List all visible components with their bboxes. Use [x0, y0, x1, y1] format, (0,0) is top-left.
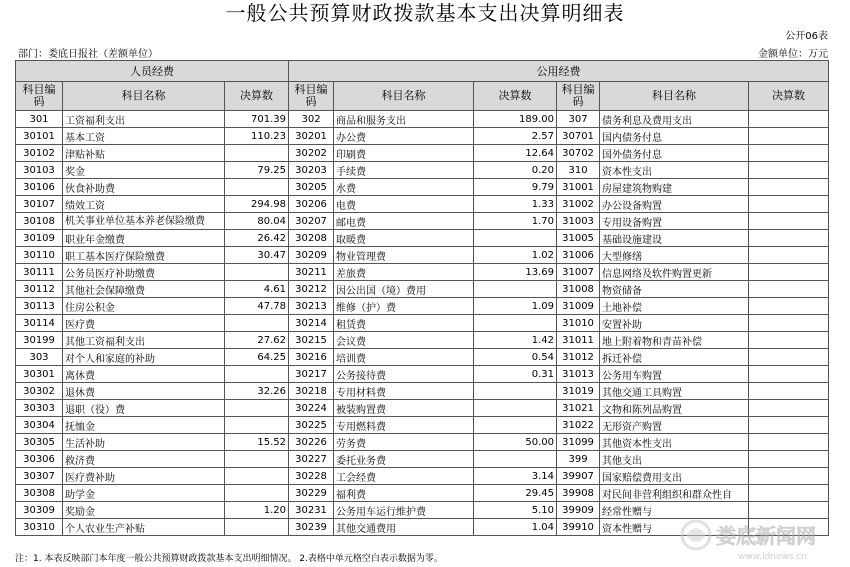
personnel-amount-cell [225, 315, 289, 332]
personnel-amount-cell [225, 451, 289, 468]
public-name-cell: 公务接待费 [334, 366, 474, 383]
personnel-amount-cell: 32.26 [225, 383, 289, 400]
public-name-cell: 工会经费 [334, 468, 474, 485]
col-header-code: 科目编码 [289, 82, 334, 111]
personnel-code-cell: 30113 [16, 298, 63, 315]
table-row [16, 451, 829, 468]
public-code-cell: 31002 [557, 196, 600, 213]
public-code-cell: 31003 [557, 213, 600, 230]
personnel-code-cell: 30114 [16, 315, 63, 332]
personnel-amount-cell: 110.23 [225, 128, 289, 145]
footnote: 注：1. 本表反映部门本年度一般公共预算财政拨款基本支出明细情况。 2.表格中单元格空白表示数据为零。 [15, 554, 443, 564]
personnel-amount-cell [225, 519, 289, 536]
personnel-amount-cell: 1.20 [225, 502, 289, 519]
public-code-cell: 31011 [557, 332, 600, 349]
personnel-code-cell: 30303 [16, 400, 63, 417]
public-name-cell: 无形资产购置 [600, 417, 749, 434]
personnel-name-cell: 退休费 [63, 383, 225, 400]
public-name-cell: 拆迁补偿 [600, 349, 749, 366]
public-code-cell: 307 [557, 111, 600, 128]
public-amount-cell: 50.00 [474, 434, 557, 451]
public-code-cell: 39909 [557, 502, 600, 519]
personnel-name-cell: 伙食补助费 [63, 179, 225, 196]
personnel-name-cell: 奖金 [63, 162, 225, 179]
public-code-cell: 30203 [289, 162, 334, 179]
public-name-cell: 电费 [334, 196, 474, 213]
personnel-name-cell: 对个人和家庭的补助 [63, 349, 225, 366]
public-code-cell: 30231 [289, 502, 334, 519]
table-row [16, 281, 829, 298]
public-amount-cell: 3.14 [474, 468, 557, 485]
public-name-cell: 维修（护）费 [334, 298, 474, 315]
public-amount-cell: 5.10 [474, 502, 557, 519]
public-name-cell: 文物和陈列品购置 [600, 400, 749, 417]
table-row [16, 179, 829, 196]
public-code-cell: 31006 [557, 247, 600, 264]
personnel-code-cell: 30304 [16, 417, 63, 434]
public-code-cell: 30213 [289, 298, 334, 315]
personnel-name-cell: 公务员医疗补助缴费 [63, 264, 225, 281]
public-code-cell: 30208 [289, 230, 334, 247]
table-row [16, 213, 829, 230]
public-code-cell: 30209 [289, 247, 334, 264]
public-name-cell: 其他支出 [600, 451, 749, 468]
public-amount-cell [749, 349, 829, 366]
public-code-cell: 30227 [289, 451, 334, 468]
personnel-name-cell: 医疗费补助 [63, 468, 225, 485]
public-name-cell: 专用燃料费 [334, 417, 474, 434]
public-amount-cell [749, 298, 829, 315]
public-code-cell: 30202 [289, 145, 334, 162]
personnel-amount-cell [225, 468, 289, 485]
public-amount-cell [749, 451, 829, 468]
public-code-cell: 31019 [557, 383, 600, 400]
personnel-code-cell: 30302 [16, 383, 63, 400]
public-name-cell: 被装购置费 [334, 400, 474, 417]
page-title: 一般公共预算财政拨款基本支出决算明细表 [225, 1, 625, 25]
public-amount-cell [474, 417, 557, 434]
public-code-cell: 30218 [289, 383, 334, 400]
public-amount-cell: 1.09 [474, 298, 557, 315]
table-row [16, 400, 829, 417]
public-amount-cell: 1.42 [474, 332, 557, 349]
personnel-name-cell: 其他工资福利支出 [63, 332, 225, 349]
table-row [16, 383, 829, 400]
personnel-name-cell: 基本工资 [63, 128, 225, 145]
table-row [16, 366, 829, 383]
personnel-amount-cell [225, 264, 289, 281]
public-name-cell: 取暖费 [334, 230, 474, 247]
public-name-cell: 基础设施建设 [600, 230, 749, 247]
public-name-cell: 差旅费 [334, 264, 474, 281]
personnel-code-cell: 30306 [16, 451, 63, 468]
public-amount-cell [474, 230, 557, 247]
public-code-cell: 30701 [557, 128, 600, 145]
public-code-cell: 31013 [557, 366, 600, 383]
col-header-name: 科目名称 [334, 82, 474, 111]
personnel-amount-cell [225, 366, 289, 383]
public-amount-cell: 13.69 [474, 264, 557, 281]
public-name-cell: 土地补偿 [600, 298, 749, 315]
public-name-cell: 水费 [334, 179, 474, 196]
public-code-cell: 30207 [289, 213, 334, 230]
public-name-cell: 房屋建筑物购建 [600, 179, 749, 196]
personnel-name-cell: 津贴补贴 [63, 145, 225, 162]
public-code-cell: 31022 [557, 417, 600, 434]
personnel-amount-cell: 701.39 [225, 111, 289, 128]
col-header-code: 科目编码 [16, 82, 63, 111]
personnel-name-cell: 助学金 [63, 485, 225, 502]
personnel-amount-cell: 80.04 [225, 213, 289, 230]
personnel-amount-cell [225, 417, 289, 434]
personnel-code-cell: 30107 [16, 196, 63, 213]
public-code-cell: 30225 [289, 417, 334, 434]
public-amount-cell [749, 111, 829, 128]
section-public-header: 公用经费 [289, 61, 829, 82]
public-amount-cell [749, 434, 829, 451]
personnel-amount-cell [225, 179, 289, 196]
public-code-cell: 39910 [557, 519, 600, 536]
public-code-cell: 310 [557, 162, 600, 179]
public-code-cell: 39907 [557, 468, 600, 485]
public-code-cell: 30224 [289, 400, 334, 417]
personnel-name-cell: 生活补助 [63, 434, 225, 451]
public-name-cell: 劳务费 [334, 434, 474, 451]
public-code-cell: 31012 [557, 349, 600, 366]
table-row [16, 162, 829, 179]
col-header-name: 科目名称 [63, 82, 225, 111]
table-row [16, 298, 829, 315]
public-amount-cell: 1.04 [474, 519, 557, 536]
department-label: 部门：娄底日报社（差额单位） [18, 49, 158, 60]
expenditure-table [15, 60, 829, 536]
public-amount-cell: 12.64 [474, 145, 557, 162]
personnel-name-cell: 职业年金缴费 [63, 230, 225, 247]
col-header-amount: 决算数 [474, 82, 557, 111]
public-name-cell: 商品和服务支出 [334, 111, 474, 128]
public-amount-cell [749, 162, 829, 179]
public-code-cell: 31007 [557, 264, 600, 281]
public-amount-cell: 29.45 [474, 485, 557, 502]
public-code-cell: 30212 [289, 281, 334, 298]
public-amount-cell [749, 213, 829, 230]
public-name-cell: 办公设备购置 [600, 196, 749, 213]
public-name-cell: 因公出国（境）费用 [334, 281, 474, 298]
public-amount-cell [749, 315, 829, 332]
public-amount-cell [749, 247, 829, 264]
table-row [16, 111, 829, 128]
public-code-cell: 31021 [557, 400, 600, 417]
public-name-cell: 安置补助 [600, 315, 749, 332]
public-amount-cell [749, 230, 829, 247]
personnel-amount-cell: 47.78 [225, 298, 289, 315]
public-amount-cell [749, 264, 829, 281]
public-code-cell: 31005 [557, 230, 600, 247]
public-amount-cell: 2.57 [474, 128, 557, 145]
public-name-cell: 国内债务付息 [600, 128, 749, 145]
personnel-amount-cell: 26.42 [225, 230, 289, 247]
personnel-code-cell: 30305 [16, 434, 63, 451]
personnel-code-cell: 30102 [16, 145, 63, 162]
section-personnel-header: 人员经费 [16, 61, 289, 82]
personnel-name-cell: 住房公积金 [63, 298, 225, 315]
public-amount-cell [749, 366, 829, 383]
personnel-code-cell: 30106 [16, 179, 63, 196]
public-name-cell: 经常性赠与 [600, 502, 749, 519]
personnel-name-cell: 个人农业生产补贴 [63, 519, 225, 536]
amount-unit-label: 金额单位：万元 [758, 49, 828, 60]
public-amount-cell [474, 315, 557, 332]
personnel-amount-cell: 294.98 [225, 196, 289, 213]
personnel-code-cell: 30199 [16, 332, 63, 349]
public-amount-cell [474, 451, 557, 468]
public-code-cell: 31001 [557, 179, 600, 196]
public-code-cell: 31008 [557, 281, 600, 298]
public-name-cell: 地上附着物和青苗补偿 [600, 332, 749, 349]
public-amount-cell: 0.31 [474, 366, 557, 383]
public-name-cell: 信息网络及软件购置更新 [600, 264, 749, 281]
col-header-amount: 决算数 [225, 82, 289, 111]
public-amount-cell: 1.33 [474, 196, 557, 213]
public-name-cell: 资本性支出 [600, 162, 749, 179]
public-name-cell: 办公费 [334, 128, 474, 145]
public-name-cell: 物业管理费 [334, 247, 474, 264]
personnel-name-cell: 奖励金 [63, 502, 225, 519]
public-code-cell: 31099 [557, 434, 600, 451]
table-row [16, 485, 829, 502]
public-name-cell: 公务用车购置 [600, 366, 749, 383]
public-name-cell: 专用设备购置 [600, 213, 749, 230]
table-row [16, 264, 829, 281]
public-amount-cell [749, 128, 829, 145]
public-code-cell: 39908 [557, 485, 600, 502]
personnel-name-cell: 救济费 [63, 451, 225, 468]
table-row [16, 196, 829, 213]
public-name-cell: 其他资本性支出 [600, 434, 749, 451]
table-row [16, 128, 829, 145]
personnel-code-cell: 30110 [16, 247, 63, 264]
personnel-amount-cell: 79.25 [225, 162, 289, 179]
personnel-amount-cell: 4.61 [225, 281, 289, 298]
public-amount-cell [474, 281, 557, 298]
public-code-cell: 30201 [289, 128, 334, 145]
public-amount-cell [749, 332, 829, 349]
public-code-cell: 30217 [289, 366, 334, 383]
public-amount-cell [749, 400, 829, 417]
public-code-cell: 30228 [289, 468, 334, 485]
personnel-name-cell: 医疗费 [63, 315, 225, 332]
table-row [16, 417, 829, 434]
public-name-cell: 国外债务付息 [600, 145, 749, 162]
public-amount-cell [749, 485, 829, 502]
personnel-code-cell: 30309 [16, 502, 63, 519]
public-amount-cell: 1.02 [474, 247, 557, 264]
personnel-name-cell: 职工基本医疗保险缴费 [63, 247, 225, 264]
table-row [16, 247, 829, 264]
public-name-cell: 培训费 [334, 349, 474, 366]
personnel-code-cell: 30308 [16, 485, 63, 502]
personnel-code-cell: 30112 [16, 281, 63, 298]
public-code-cell: 30229 [289, 485, 334, 502]
public-name-cell: 委托业务费 [334, 451, 474, 468]
personnel-amount-cell [225, 145, 289, 162]
public-name-cell: 手续费 [334, 162, 474, 179]
table-row [16, 468, 829, 485]
public-name-cell: 对民间非营利组织和群众性自 [600, 485, 749, 502]
public-code-cell: 30216 [289, 349, 334, 366]
form-number: 公开06表 [785, 31, 828, 42]
personnel-code-cell: 301 [16, 111, 63, 128]
col-header-amount: 决算数 [749, 82, 829, 111]
public-name-cell: 专用材料费 [334, 383, 474, 400]
public-name-cell: 其他交通费用 [334, 519, 474, 536]
public-name-cell: 大型修缮 [600, 247, 749, 264]
public-name-cell: 资本性赠与 [600, 519, 749, 536]
personnel-amount-cell [225, 485, 289, 502]
public-code-cell: 31009 [557, 298, 600, 315]
public-amount-cell: 9.79 [474, 179, 557, 196]
table-row [16, 349, 829, 366]
personnel-amount-cell: 27.62 [225, 332, 289, 349]
public-code-cell: 30215 [289, 332, 334, 349]
public-name-cell: 印刷费 [334, 145, 474, 162]
personnel-amount-cell: 30.47 [225, 247, 289, 264]
personnel-code-cell: 30310 [16, 519, 63, 536]
public-amount-cell [474, 383, 557, 400]
personnel-amount-cell [225, 400, 289, 417]
public-name-cell: 公务用车运行维护费 [334, 502, 474, 519]
table-row [16, 434, 829, 451]
public-code-cell: 399 [557, 451, 600, 468]
public-code-cell: 30702 [557, 145, 600, 162]
public-amount-cell [749, 383, 829, 400]
table-row [16, 145, 829, 162]
public-code-cell: 30226 [289, 434, 334, 451]
public-code-cell: 31010 [557, 315, 600, 332]
public-amount-cell: 0.20 [474, 162, 557, 179]
public-amount-cell: 1.70 [474, 213, 557, 230]
personnel-code-cell: 30103 [16, 162, 63, 179]
personnel-name-cell: 抚恤金 [63, 417, 225, 434]
personnel-code-cell: 30307 [16, 468, 63, 485]
public-name-cell: 租赁费 [334, 315, 474, 332]
public-name-cell: 邮电费 [334, 213, 474, 230]
public-name-cell: 会议费 [334, 332, 474, 349]
personnel-code-cell: 30109 [16, 230, 63, 247]
public-name-cell: 债务利息及费用支出 [600, 111, 749, 128]
personnel-code-cell: 30101 [16, 128, 63, 145]
public-amount-cell [749, 281, 829, 298]
table-row [16, 332, 829, 349]
table-row [16, 315, 829, 332]
public-amount-cell [749, 196, 829, 213]
public-name-cell: 物资储备 [600, 281, 749, 298]
public-amount-cell [749, 179, 829, 196]
watermark-text: 娄底新闻网 [716, 524, 816, 548]
personnel-name-cell: 离休费 [63, 366, 225, 383]
public-code-cell: 30206 [289, 196, 334, 213]
personnel-code-cell: 303 [16, 349, 63, 366]
personnel-code-cell: 30301 [16, 366, 63, 383]
personnel-name-cell: 机关事业单位基本养老保险缴费 [63, 213, 225, 230]
personnel-code-cell: 30108 [16, 213, 63, 230]
col-header-code: 科目编码 [557, 82, 600, 111]
public-amount-cell: 0.54 [474, 349, 557, 366]
table-row [16, 230, 829, 247]
personnel-amount-cell: 15.52 [225, 434, 289, 451]
personnel-name-cell: 绩效工资 [63, 196, 225, 213]
watermark-logo [678, 515, 838, 565]
public-amount-cell [749, 468, 829, 485]
public-name-cell: 其他交通工具购置 [600, 383, 749, 400]
personnel-amount-cell: 64.25 [225, 349, 289, 366]
public-code-cell: 30214 [289, 315, 334, 332]
personnel-name-cell: 工资福利支出 [63, 111, 225, 128]
public-name-cell: 福利费 [334, 485, 474, 502]
public-code-cell: 30239 [289, 519, 334, 536]
public-name-cell: 国家赔偿费用支出 [600, 468, 749, 485]
watermark-url: www.ldnews.cn [738, 552, 808, 562]
personnel-name-cell: 其他社会保障缴费 [63, 281, 225, 298]
public-amount-cell [749, 145, 829, 162]
public-amount-cell [474, 400, 557, 417]
public-code-cell: 30211 [289, 264, 334, 281]
public-amount-cell: 189.00 [474, 111, 557, 128]
public-code-cell: 302 [289, 111, 334, 128]
col-header-name: 科目名称 [600, 82, 749, 111]
personnel-code-cell: 30111 [16, 264, 63, 281]
public-amount-cell [749, 417, 829, 434]
personnel-name-cell: 退职（役）费 [63, 400, 225, 417]
public-code-cell: 30205 [289, 179, 334, 196]
